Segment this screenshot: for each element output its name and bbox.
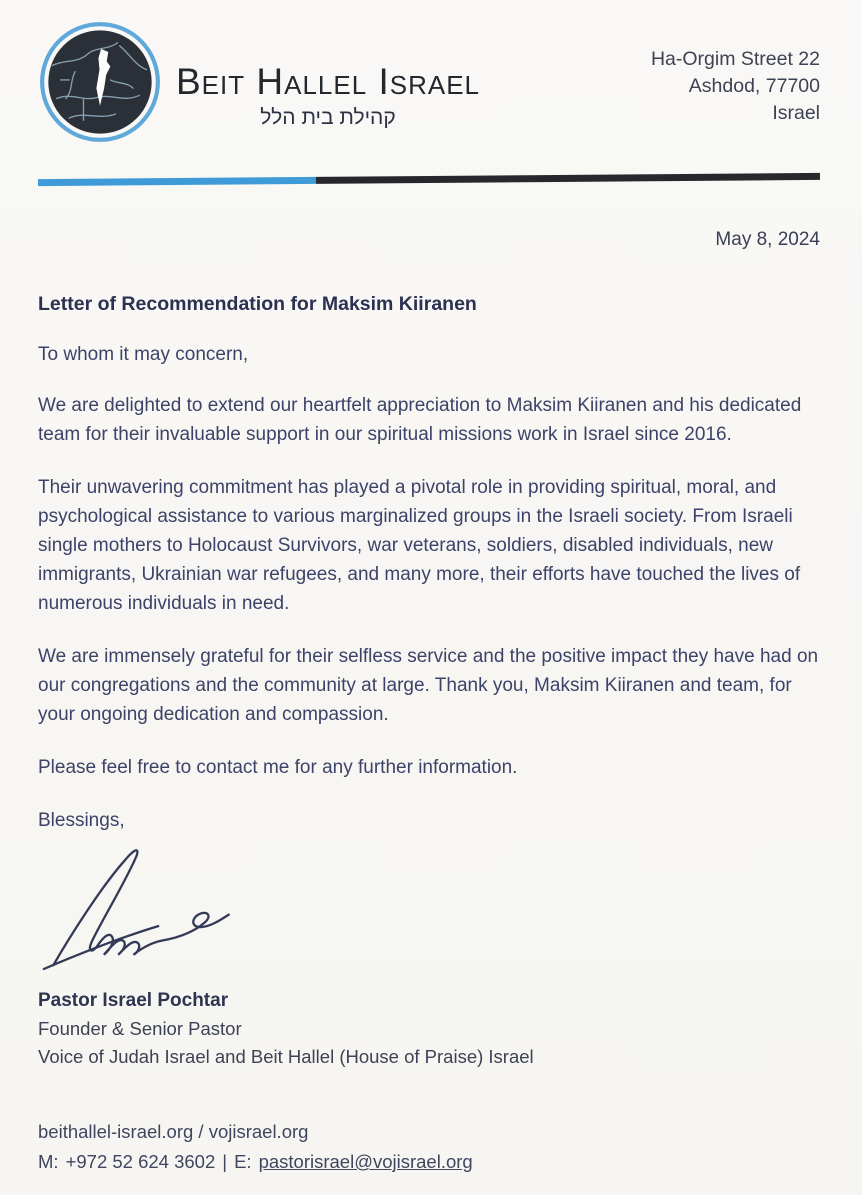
signer-title: Founder & Senior Pastor bbox=[38, 1018, 242, 1039]
signer-block bbox=[38, 987, 820, 1071]
divider-dark-segment bbox=[316, 173, 820, 184]
letterhead-address bbox=[651, 46, 820, 127]
footer-websites: beithallel-israel.org / vojisrael.org bbox=[38, 1121, 309, 1142]
divider-blue-segment bbox=[38, 177, 316, 186]
brand-text bbox=[176, 60, 481, 130]
address-line-country: Israel bbox=[772, 102, 820, 124]
address-line-street: Ha-Orgim Street 22 bbox=[650, 48, 820, 70]
closing: Blessings, bbox=[38, 810, 125, 831]
email-label: E: bbox=[234, 1151, 252, 1172]
signer-name: Pastor Israel Pochtar bbox=[38, 990, 229, 1011]
brand-name-hebrew: קהילת בית הלל bbox=[260, 105, 396, 129]
brand-name: Beit Hallel Israel bbox=[176, 60, 481, 102]
paragraph-3: We are immensely grateful for their selfless service and the positive impact they have had on our congregations and the community at large. Thank you, Maksim Kiiranen and team, for your ongoing dedication and compassion. bbox=[38, 646, 819, 725]
paragraph-2: Their unwavering commitment has played a pivotal role in providing spiritual, moral, and psychological assistance to various marginalized groups in the Israeli society. From Israeli single mothers to Holocaust Survivors, war veterans, soldiers, disabled individuals, new immigrants, Ukrainian war refugees, and many more, their efforts have touched the lives of numerous individuals in need. bbox=[38, 477, 801, 614]
subject-line: Letter of Recommendation for Maksim Kiiranen bbox=[38, 293, 477, 315]
contact-footer bbox=[38, 1117, 820, 1177]
letterhead bbox=[38, 20, 820, 144]
separator-pipe: | bbox=[222, 1151, 228, 1172]
paragraph-4: Please feel free to contact me for any further information. bbox=[38, 757, 518, 778]
letter-date: May 8, 2024 bbox=[715, 229, 820, 250]
signature-ink bbox=[40, 843, 820, 975]
address-line-city: Ashdod, 77700 bbox=[688, 75, 820, 97]
paragraph-1: We are delighted to extend our heartfelt appreciation to Maksim Kiiranen and his dedicated team for their invaluable support in our spiritual missions work in Israel since 2016. bbox=[38, 395, 802, 445]
email-link[interactable]: pastorisrael@vojisrael.org bbox=[258, 1151, 473, 1172]
phone-number: +972 52 624 3602 bbox=[65, 1151, 216, 1172]
divider-rule bbox=[38, 173, 820, 186]
salutation: To whom it may concern, bbox=[38, 344, 249, 365]
brand bbox=[38, 20, 480, 144]
footer-contact-line bbox=[38, 1147, 820, 1177]
beit-hallel-globe-logo-icon bbox=[38, 20, 162, 144]
phone-label: M: bbox=[38, 1151, 59, 1172]
signer-organization: Voice of Judah Israel and Beit Hallel (House of Praise) Israel bbox=[38, 1046, 534, 1067]
